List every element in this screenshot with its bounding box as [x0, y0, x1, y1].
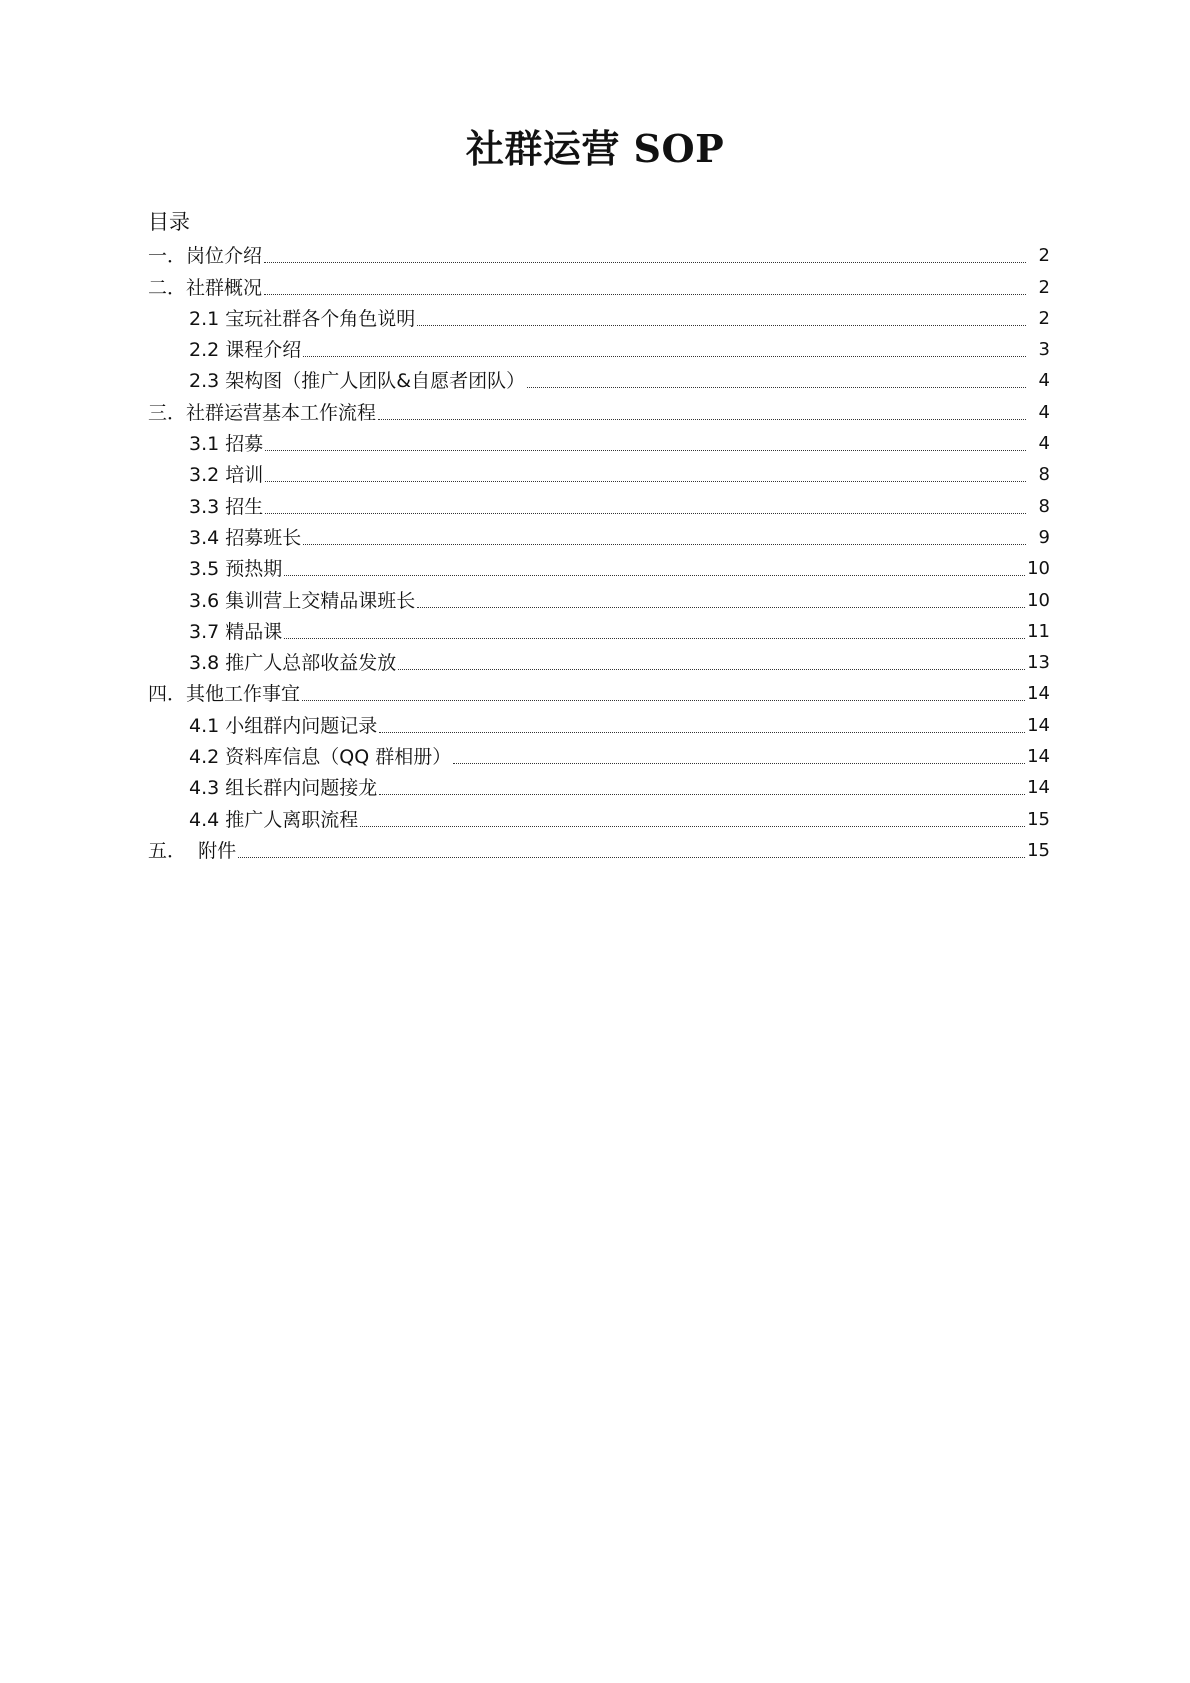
- toc-entry[interactable]: [148, 675, 1050, 706]
- toc-entry-page-number: 14: [1027, 714, 1050, 736]
- toc-entry-label: 附件: [198, 839, 237, 862]
- toc-entry[interactable]: [148, 706, 1050, 737]
- toc-entry-number: 3.8: [189, 652, 226, 675]
- toc-dot-leader: [265, 513, 1026, 514]
- toc-dot-leader: [284, 575, 1025, 576]
- toc-entry-label: 培训: [225, 464, 264, 487]
- toc-entry-label: 预热期: [225, 558, 283, 581]
- toc-dot-leader: [264, 294, 1026, 295]
- toc-dot-leader: [453, 763, 1025, 764]
- toc-entry-label: 招生: [225, 495, 264, 518]
- toc-entry[interactable]: [148, 519, 1050, 550]
- toc-entry-page-number: 4: [1038, 433, 1050, 455]
- toc-entry-page-number: 13: [1027, 652, 1050, 674]
- toc-entry-label: 招募: [225, 433, 264, 456]
- toc-entry-label: 资料库信息（QQ 群相册）: [225, 746, 452, 769]
- toc-entry-page-number: 14: [1027, 746, 1050, 768]
- toc-entry[interactable]: [148, 769, 1050, 800]
- toc-entry-label: 小组群内问题记录: [225, 714, 378, 737]
- toc-entry-number: 五．: [148, 839, 199, 862]
- document-title: 社群运营 SOP: [465, 126, 725, 171]
- toc-entry[interactable]: [148, 487, 1050, 518]
- toc-dot-leader: [527, 387, 1026, 388]
- toc-heading: 目录: [148, 210, 190, 234]
- toc-dot-leader: [303, 544, 1026, 545]
- toc-dot-leader: [417, 607, 1025, 608]
- toc-dot-leader: [302, 700, 1025, 701]
- toc-entry-label: 推广人总部收益发放: [225, 652, 397, 675]
- toc-entry-number: 一．: [148, 245, 187, 268]
- toc-dot-leader: [284, 638, 1025, 639]
- toc-entry-page-number: 14: [1027, 777, 1050, 799]
- toc-entry-page-number: 8: [1038, 495, 1050, 517]
- toc-entry-page-number: 10: [1027, 558, 1050, 580]
- toc-dot-leader: [238, 857, 1025, 858]
- toc-entry-number: 2.2: [189, 339, 226, 362]
- toc-entry[interactable]: [148, 331, 1050, 362]
- toc-entry-page-number: 15: [1027, 839, 1050, 861]
- toc-entry-number: 2.1: [189, 307, 226, 330]
- toc-dot-leader: [265, 450, 1026, 451]
- toc-entry-label: 社群概况: [186, 276, 263, 299]
- toc-entry[interactable]: [148, 832, 1050, 863]
- toc-entry-number: 3.5: [189, 558, 226, 581]
- toc-entry[interactable]: [148, 268, 1050, 299]
- toc-entry[interactable]: [148, 393, 1050, 424]
- toc-entry-number: 3.1: [189, 433, 226, 456]
- toc-entry-page-number: 4: [1038, 370, 1050, 392]
- toc-entry-number: 二．: [148, 276, 187, 299]
- toc-entry-page-number: 2: [1038, 307, 1050, 329]
- table-of-contents: [148, 237, 1050, 863]
- toc-entry-label: 精品课: [225, 620, 283, 643]
- toc-entry-page-number: 9: [1038, 526, 1050, 548]
- toc-dot-leader: [378, 419, 1026, 420]
- toc-entry[interactable]: [148, 237, 1050, 268]
- toc-entry-label: 社群运营基本工作流程: [186, 401, 377, 424]
- toc-entry-page-number: 3: [1038, 339, 1050, 361]
- toc-dot-leader: [417, 325, 1026, 326]
- toc-dot-leader: [379, 732, 1025, 733]
- toc-entry-number: 3.7: [189, 620, 226, 643]
- toc-entry-page-number: 2: [1038, 245, 1050, 267]
- toc-entry-page-number: 8: [1038, 464, 1050, 486]
- toc-entry-page-number: 10: [1027, 589, 1050, 611]
- toc-entry[interactable]: [148, 581, 1050, 612]
- toc-entry-page-number: 11: [1027, 620, 1050, 642]
- toc-entry[interactable]: [148, 613, 1050, 644]
- toc-dot-leader: [265, 481, 1026, 482]
- toc-entry-number: 4.3: [189, 777, 226, 800]
- toc-entry-label: 岗位介绍: [186, 245, 263, 268]
- toc-dot-leader: [379, 794, 1025, 795]
- toc-entry-number: 3.2: [189, 464, 226, 487]
- toc-entry[interactable]: [148, 738, 1050, 769]
- toc-entry-page-number: 2: [1038, 276, 1050, 298]
- toc-entry-number: 3.6: [189, 589, 226, 612]
- toc-entry-label: 课程介绍: [225, 339, 302, 362]
- toc-entry[interactable]: [148, 456, 1050, 487]
- toc-entry-label: 宝玩社群各个角色说明: [225, 307, 416, 330]
- toc-entry-label: 架构图（推广人团队&自愿者团队）: [225, 370, 526, 393]
- toc-entry[interactable]: [148, 425, 1050, 456]
- toc-entry-page-number: 4: [1038, 401, 1050, 423]
- toc-entry[interactable]: [148, 644, 1050, 675]
- toc-entry-label: 其他工作事宜: [186, 683, 301, 706]
- toc-entry-number: 4.2: [189, 746, 226, 769]
- toc-entry-page-number: 14: [1027, 683, 1050, 705]
- toc-entry[interactable]: [148, 550, 1050, 581]
- toc-entry-label: 招募班长: [225, 526, 302, 549]
- toc-entry[interactable]: [148, 800, 1050, 831]
- toc-entry[interactable]: [148, 300, 1050, 331]
- toc-dot-leader: [303, 356, 1026, 357]
- toc-entry-number: 四．: [148, 683, 187, 706]
- toc-entry-number: 2.3: [189, 370, 226, 393]
- toc-entry-page-number: 15: [1027, 808, 1050, 830]
- toc-entry-label: 推广人离职流程: [225, 808, 359, 831]
- toc-entry-number: 4.1: [189, 714, 226, 737]
- toc-dot-leader: [360, 826, 1025, 827]
- toc-dot-leader: [264, 262, 1026, 263]
- toc-entry-label: 集训营上交精品课班长: [225, 589, 416, 612]
- toc-entry[interactable]: [148, 362, 1050, 393]
- toc-entry-number: 3.4: [189, 526, 226, 549]
- toc-entry-number: 4.4: [189, 808, 226, 831]
- toc-entry-number: 三．: [148, 401, 187, 424]
- toc-dot-leader: [398, 669, 1025, 670]
- toc-entry-number: 3.3: [189, 495, 226, 518]
- toc-entry-label: 组长群内问题接龙: [225, 777, 378, 800]
